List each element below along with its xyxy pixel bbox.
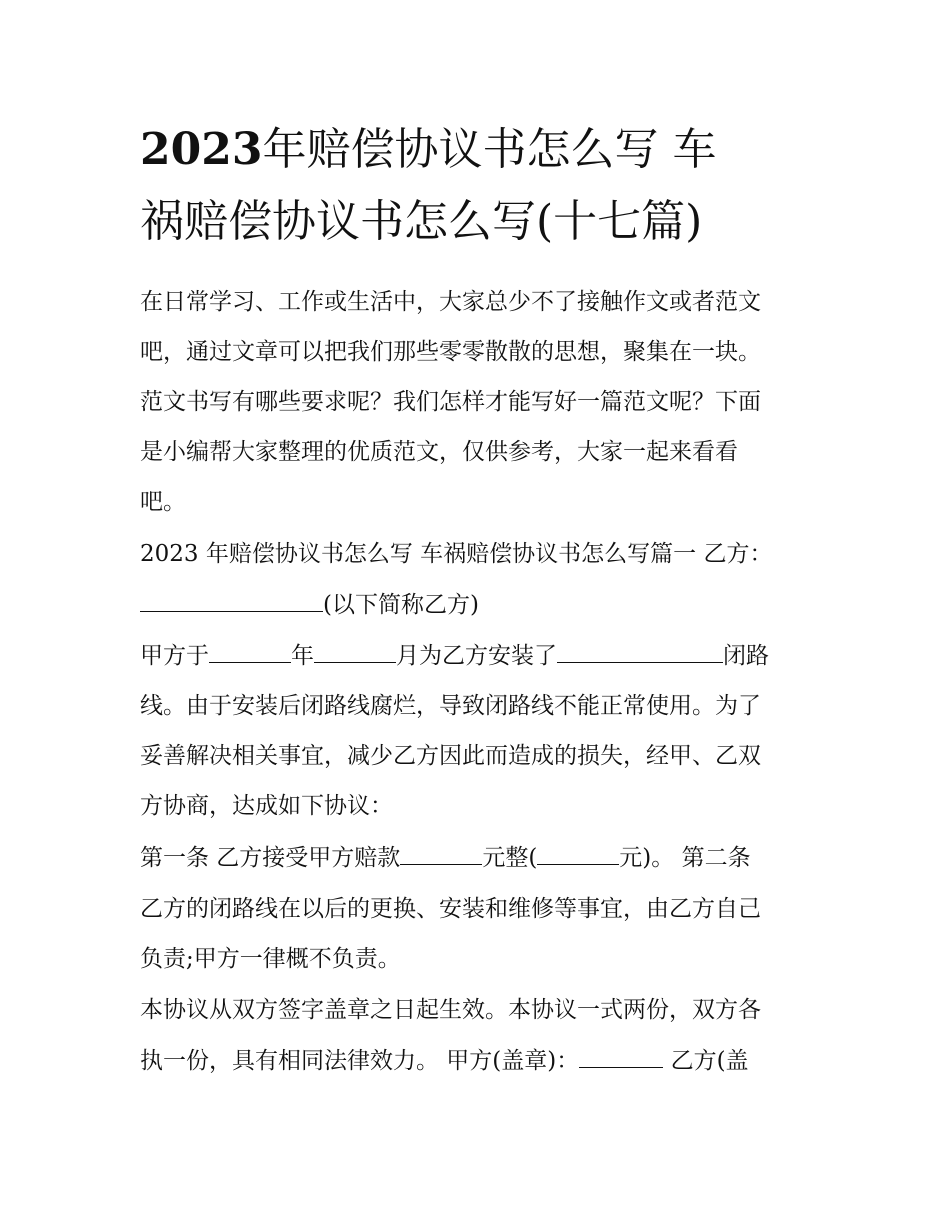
- intro-line-3: 范文书写有哪些要求呢？我们怎样才能写好一篇范文呢？下面: [140, 389, 761, 415]
- article-1-text-c: 元)。 第二条: [619, 845, 751, 871]
- article-1-line: [140, 843, 820, 873]
- intro-line-4: 是小编帮大家整理的优质范文，仅供参考，大家一起来看看: [140, 439, 738, 465]
- article-1-text-a: 第一条 乙方接受甲方赔款: [140, 845, 401, 871]
- article-2-line-2: 负责;甲方一律概不负责。: [140, 946, 401, 972]
- item-blank: [557, 642, 723, 663]
- effect-line-2: [140, 1046, 820, 1076]
- party-a-seal-blank: [579, 1047, 663, 1068]
- document-title-line-2: 祸赔偿协议书怎么写(十七篇): [140, 196, 703, 247]
- party-b-suffix: (以下简称乙方): [323, 592, 479, 618]
- effect-line-1: 本协议从双方签字盖章之日起生效。本协议一式两份，双方各: [140, 997, 761, 1023]
- install-text-d: 闭路: [723, 643, 769, 669]
- title-year: 2023: [140, 124, 263, 175]
- effect-text-a: 执一份，具有相同法律效力。 甲方(盖章)：: [140, 1048, 580, 1074]
- party-b-blank: [140, 591, 323, 612]
- install-text-b: 年: [291, 643, 314, 669]
- year-blank: [209, 642, 291, 663]
- amount-figure-blank: [537, 844, 619, 865]
- document-title-line-1: [140, 126, 820, 174]
- install-line: [140, 641, 820, 671]
- intro-line-1: 在日常学习、工作或生活中，大家总少不了接触作文或者范文: [140, 289, 761, 315]
- intro-line-2: 吧，通过文章可以把我们那些零零散散的思想，聚集在一块。: [140, 339, 761, 365]
- article-1-text-b: 元整(: [482, 845, 538, 871]
- body-line-2: 妥善解决相关事宜，减少乙方因此而造成的损失，经甲、乙双: [140, 743, 761, 769]
- amount-blank: [400, 844, 482, 865]
- title-text-1: 年赔偿协议书怎么写 车: [262, 124, 717, 175]
- install-text-c: 月为乙方安装了: [396, 643, 557, 669]
- party-b-line: [140, 590, 820, 620]
- effect-text-b: 乙方(盖: [663, 1048, 749, 1074]
- section-heading: 2023 年赔偿协议书怎么写 车祸赔偿协议书怎么写篇一 乙方：: [140, 541, 773, 567]
- body-line-1: 线。由于安装后闭路线腐烂，导致闭路线不能正常使用。为了: [140, 693, 761, 719]
- intro-line-5: 吧。: [140, 489, 186, 515]
- article-2-line-1: 乙方的闭路线在以后的更换、安装和维修等事宜，由乙方自己: [140, 896, 761, 922]
- body-line-3: 方协商，达成如下协议：: [140, 793, 393, 819]
- install-text-a: 甲方于: [140, 643, 209, 669]
- month-blank: [314, 642, 396, 663]
